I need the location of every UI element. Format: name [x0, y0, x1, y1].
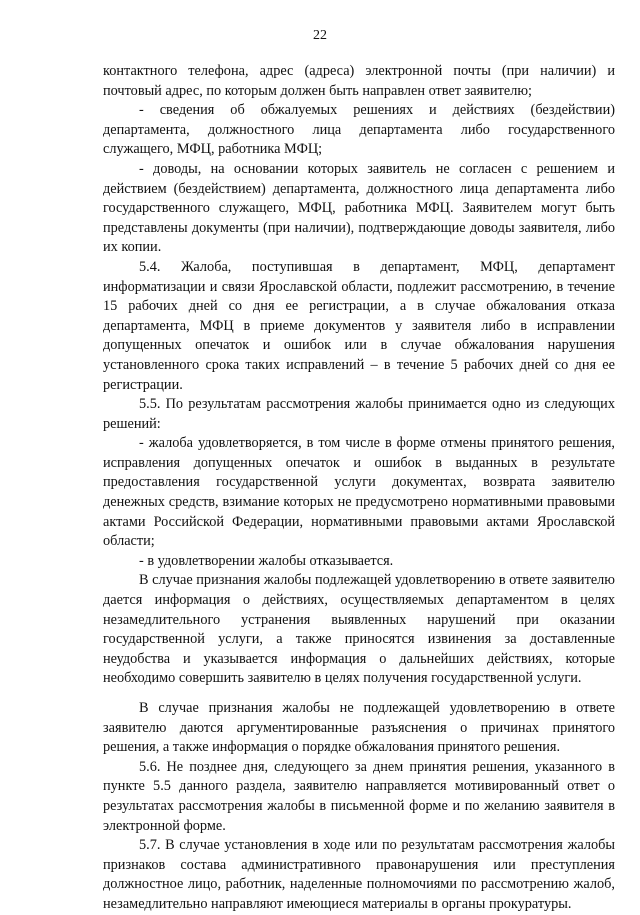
paragraph-contact-info: контактного телефона, адрес (адреса) электронной почты (при наличии) и почтовый адрес, по которым должен быть направлен ответ заявителю;	[103, 63, 615, 99]
paragraph-5-7: 5.7. В случае установления в ходе или по результатам рассмотрения жалобы признаков состава административного правонарушения или преступления должностное лицо, работник, наделенные полномочиями по рассмотрению жалоб, незамедлительно направляют имеющиеся материалы в органы прокуратуры.	[103, 837, 615, 912]
paragraph-5-6: 5.6. Не позднее дня, следующего за днем принятия решения, указанного в пункте 5.5 данного раздела, заявителю направляется мотивированный ответ о результатах рассмотрения жалобы в письменной форме и по желанию заявителя в электронной форме.	[103, 758, 615, 834]
paragraph-complaint-satisfied: - жалоба удовлетворяется, в том числе в форме отмены принятого решения, исправления допущенных опечаток и ошибок в выданных в результате предоставления государственной услуги документах, возврата заявителю денежных средств, взимание которых не предусмотрено нормативными правовыми актами Российской Федерации, нормативными правовыми актами Ярославской области;	[103, 435, 615, 550]
paragraph-5-4: 5.4. Жалоба, поступившая в департамент, МФЦ, департамент информатизации и связи Ярославской области, подлежит рассмотрению, в течение 15 рабочих дней со дня ее регистрации, а в случае обжалования отказа департамента, МФЦ в приеме документов у заявителя либо в исправлении допущенных опечаток и ошибок или в случае обжалования нарушения установленного срока таких исправлений – в течение 5 рабочих дней со дня ее регистрации.	[103, 258, 615, 393]
paragraph-rejected-response: В случае признания жалобы не подлежащей удовлетворению в ответе заявителю даются аргументированные разъяснения о причинах принятого решения, а также информация о порядке обжалования принятого решения.	[103, 700, 615, 756]
page-number: 22	[313, 28, 327, 43]
document-body	[103, 62, 615, 915]
paragraph-arguments: - доводы, на основании которых заявитель не согласен с решением и действием (бездействием) департамента, должностного лица департамента либо государственного служащего, МФЦ, работника МФЦ. Заявителем могут быть представлены документы (при наличии), подтверждающие доводы заявителя, либо их копии.	[103, 160, 615, 256]
paragraph-satisfied-response: В случае признания жалобы подлежащей удовлетворению в ответе заявителю дается информация о действиях, осуществляемых департаментом в целях незамедлительного устранения выявленных нарушений при оказании государственной услуги, а также приносятся извинения за доставленные неудобства и указывается информация о дальнейших действиях, которые необходимо совершить заявителю в целях получения государственной услуги.	[103, 572, 615, 687]
paragraph-complaint-rejected: - в удовлетворении жалобы отказывается.	[139, 552, 394, 569]
paragraph-appealed-decisions: - сведения об обжалуемых решениях и действиях (бездействии) департамента, должностного лица департамента либо государственного служащего, МФЦ, работника МФЦ;	[103, 102, 615, 158]
paragraph-5-5: 5.5. По результатам рассмотрения жалобы принимается одно из следующих решений:	[103, 396, 615, 432]
